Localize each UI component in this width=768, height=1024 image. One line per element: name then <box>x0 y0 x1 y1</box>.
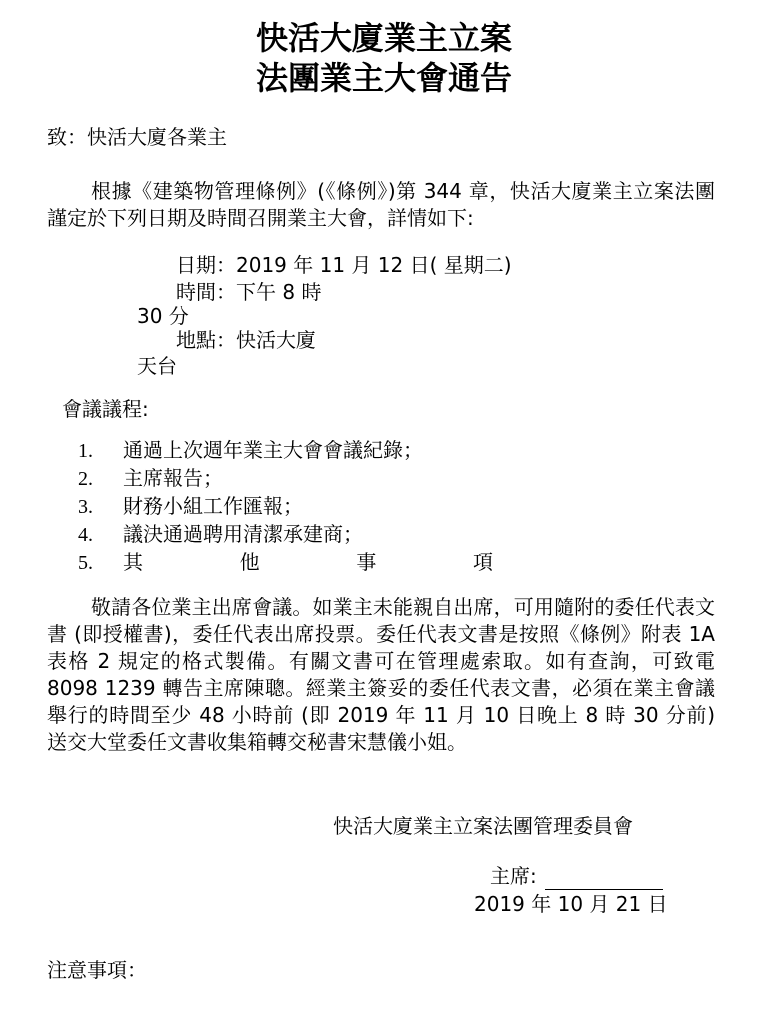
agenda-heading: 會議議程: <box>62 397 149 421</box>
agenda-item <box>78 436 718 464</box>
agenda-item <box>78 492 718 520</box>
attendance-paragraph: 敬請各位業主出席會議。如業主未能親自出席，可用隨附的委任代表文書 (即授權書)，委任代表出席投票。委任代表文書是按照《條例》附表 1A 表格 2 規定的格式製備。有關文書可在管理處索取。如有查詢，可致電 8098 1239 轉告主席陳聰。經業主簽妥的委任代表文書，必須在業主會議舉行的時間至少 48 小時前 (即 2019 年 11 月 10 日晚上 8 時 30 分前) 送交大堂委任文書收集箱轉交秘書宋慧儀小姐。 <box>47 595 715 754</box>
committee-signature: 快活大廈業主立案法團管理委員會 <box>333 814 633 838</box>
meeting-time-continued: 30 分 <box>137 304 189 328</box>
agenda-item-number: 5. <box>78 552 93 574</box>
agenda-list <box>78 436 718 576</box>
chair-signature-line <box>490 862 663 890</box>
agenda-item-text <box>123 548 493 576</box>
title-line-1: 快活大廈業主立案 <box>255 19 512 57</box>
meeting-time: 時間：下午 8 時 <box>176 280 322 304</box>
signature-date: 2019 年 10 月 21 日 <box>474 892 668 916</box>
meeting-venue: 地點：快活大廈 <box>176 328 316 352</box>
meeting-venue-continued: 天台 <box>137 354 177 378</box>
chair-label: 主席: <box>490 864 537 888</box>
intro-paragraph: 根據《建築物管理條例》(《條例》)第 344 章，快活大廈業主立案法團謹定於下列日期及時間召開業主大會，詳情如下: <box>47 179 715 230</box>
agenda-item-char: 事 <box>356 550 377 574</box>
title-line-2: 法團業主大會通告 <box>255 59 512 97</box>
signature-blank <box>545 869 663 890</box>
salutation: 致：快活大廈各業主 <box>47 125 227 149</box>
agenda-item-char: 項 <box>472 550 493 574</box>
agenda-item-text: 議決通過聘用清潔承建商； <box>123 522 363 546</box>
agenda-item-number: 1. <box>78 440 93 462</box>
agenda-item <box>78 520 718 548</box>
agenda-item-text: 主席報告； <box>123 466 223 490</box>
agenda-item-char: 他 <box>239 550 260 574</box>
meeting-date: 日期：2019 年 11 月 12 日( 星期二) <box>176 253 512 277</box>
agenda-item-text: 財務小組工作匯報； <box>123 494 303 518</box>
agenda-item <box>78 548 718 576</box>
agenda-item-number: 4. <box>78 524 93 546</box>
agenda-item-number: 3. <box>78 496 93 518</box>
agenda-item <box>78 464 718 492</box>
notes-heading: 注意事項： <box>47 958 147 982</box>
agenda-item-number: 2. <box>78 468 93 490</box>
agenda-item-text: 通過上次週年業主大會會議紀錄； <box>123 438 423 462</box>
agenda-item-char: 其 <box>123 550 143 574</box>
